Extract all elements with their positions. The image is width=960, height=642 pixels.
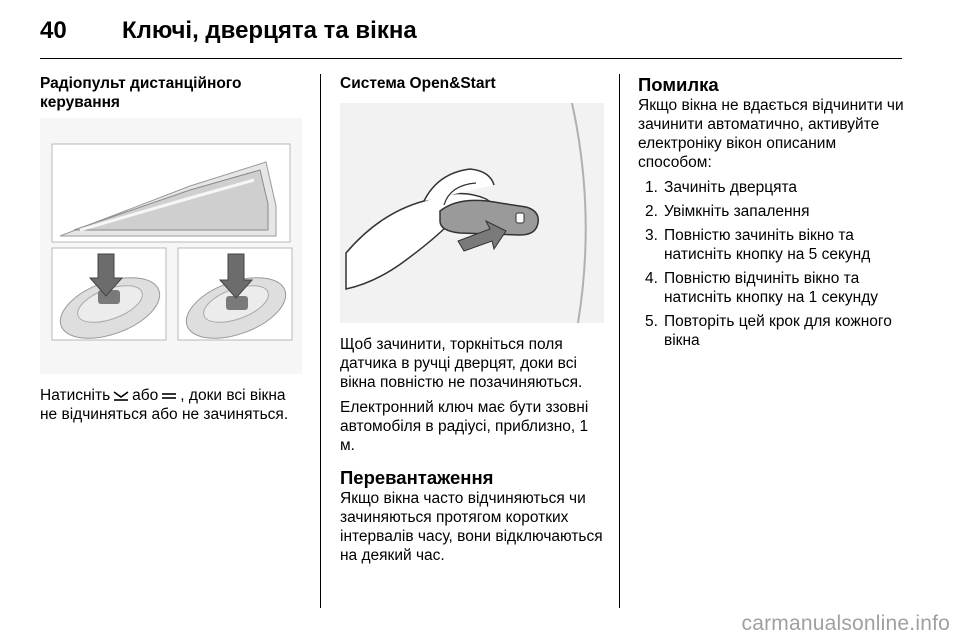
caption-text: або [132,387,159,404]
list-item: 4. Повністю відчиніть вікно та натисніть кнопку на 1 секунду [645,270,879,306]
paragraph: Якщо вікна не вдається відчинити чи зачинити автоматично, активуйте електроніку вікон описаним способом: [638,97,904,171]
caption-text: , доки всі вікна не відчиняться або не зачиняться. [40,387,289,423]
column-divider [619,74,620,608]
window-open-icon [161,391,177,401]
steps-list [638,178,908,350]
window-close-icon [113,391,129,401]
remote-control-illustration [40,118,302,374]
section-heading: Система Open&Start [340,75,496,92]
page-title: Ключі, дверцята та вікна [122,17,417,44]
paragraph: Щоб зачинити, торкніться поля датчика в ручці дверцят, доки всі вікна повністю не позачиняються. [340,336,583,391]
column-divider [320,74,321,608]
door-handle-figure [340,103,604,323]
page-number: 40 [40,17,67,44]
remote-caption [40,386,302,424]
column-remote-control [40,74,302,424]
paragraph: Якщо вікна часто відчиняються чи зачиняються протягом коротких інтервалів часу, вони відключаються на деякий час. [340,490,603,564]
column-error [638,74,908,355]
caption-text: Натисніть [40,387,111,404]
list-item: 2. Увімкніть запалення [645,203,810,220]
column-open-start [340,74,606,565]
list-item: 5. Повторіть цей крок для кожного вікна [645,313,892,349]
list-item: 1. Зачиніть дверцята [645,179,798,196]
section-heading: Помилка [638,74,719,95]
remote-control-figure [40,118,302,374]
header-rule [40,58,902,59]
section-heading: Радіопульт дистанційного керування [40,75,242,111]
paragraph: Електронний ключ має бути ззовні автомобіля в радіусі, приблизно, 1 м. [340,399,589,454]
list-item: 3. Повністю зачиніть вікно та натисніть кнопку на 5 секунд [645,227,871,263]
section-heading: Перевантаження [340,467,494,488]
page-header [40,17,902,51]
watermark: carmanualsonline.info [741,612,950,635]
door-handle-illustration [340,103,604,323]
